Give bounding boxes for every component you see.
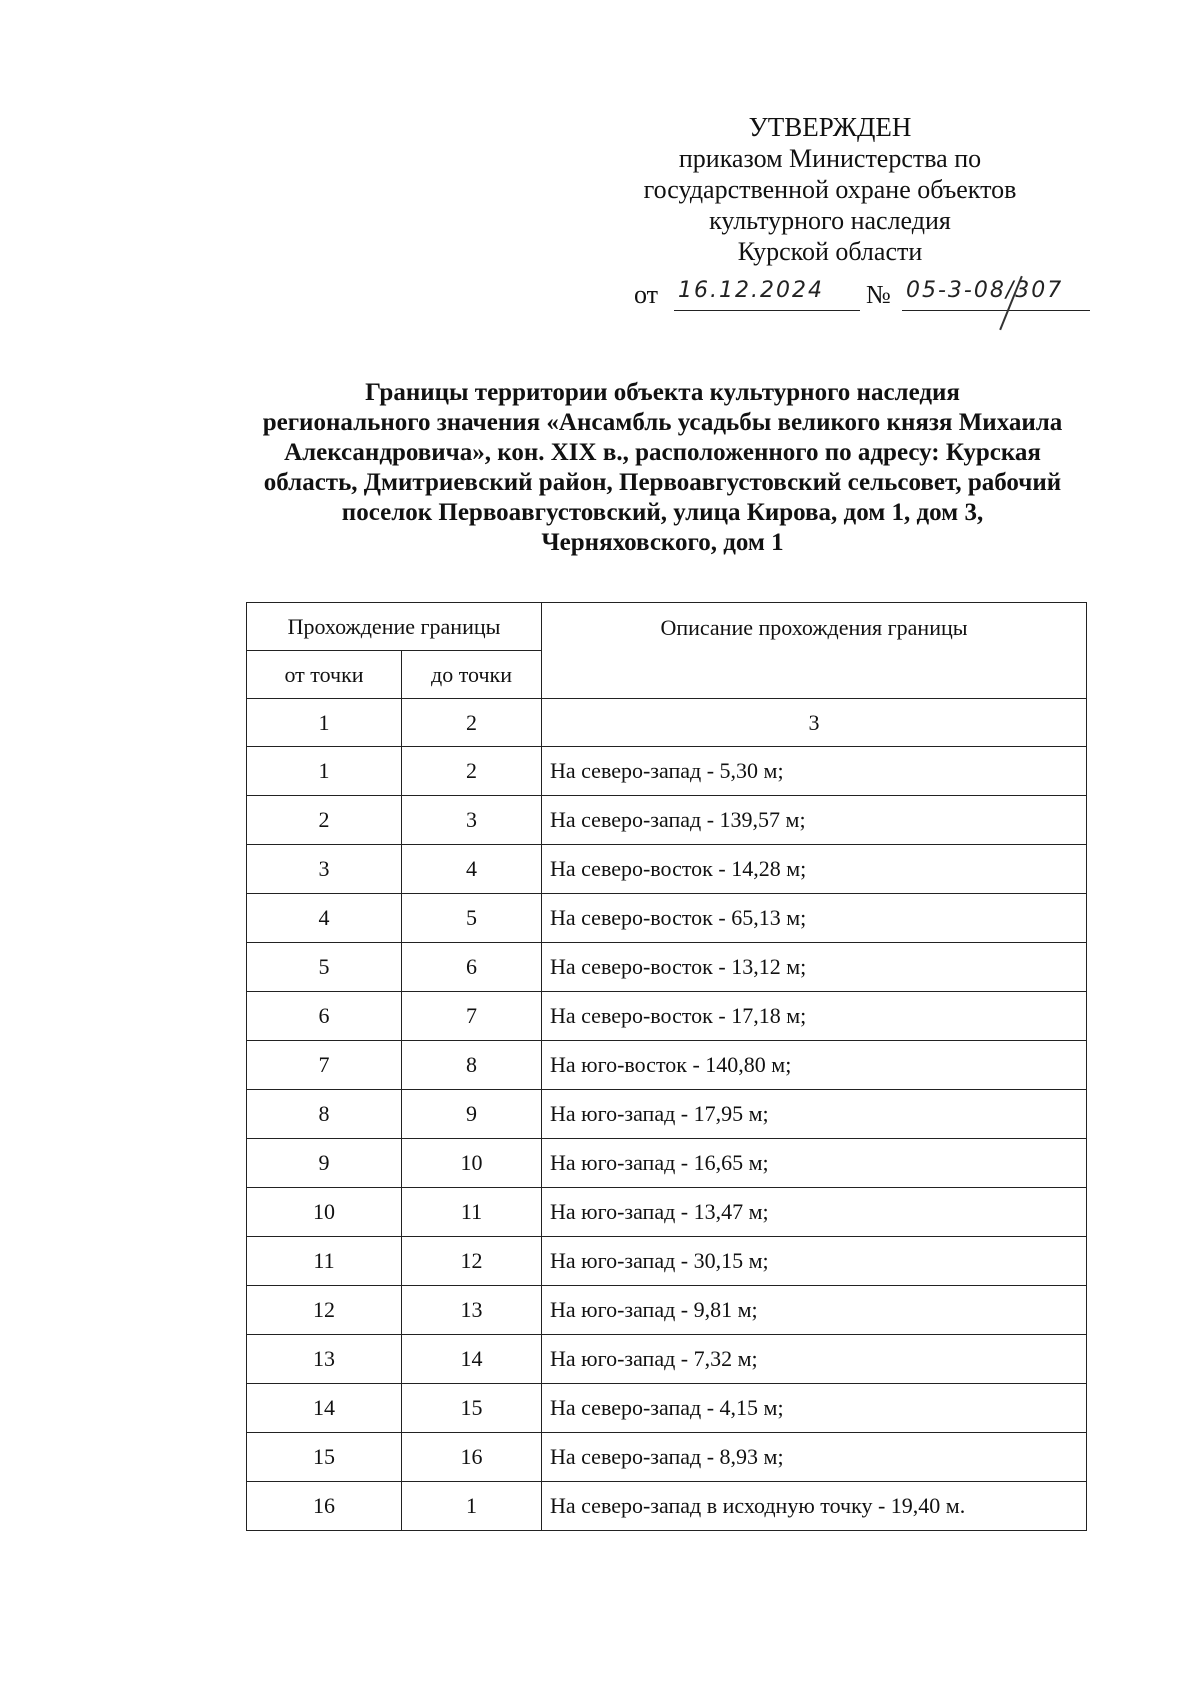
to-point-cell: 14 [402, 1335, 542, 1384]
to-point-cell: 10 [402, 1139, 542, 1188]
to-point-cell: 12 [402, 1237, 542, 1286]
description-cell: На северо-запад - 4,15 м; [542, 1384, 1087, 1433]
table-row [247, 992, 1087, 1041]
table-row [247, 1090, 1087, 1139]
from-point-cell: 14 [247, 1384, 402, 1433]
description-cell: На северо-запад в исходную точку - 19,40 м. [542, 1482, 1087, 1531]
order-date-number [634, 280, 1094, 320]
approved-heading: УТВЕРЖДЕН [748, 112, 912, 142]
description-cell: На северо-восток - 13,12 м; [542, 943, 1087, 992]
from-point-cell: 13 [247, 1335, 402, 1384]
to-point-cell: 9 [402, 1090, 542, 1139]
table-row [247, 845, 1087, 894]
title-line-1: Границы территории объекта культурного наследия [365, 379, 960, 406]
column-number: 3 [542, 699, 1087, 747]
description-cell: На северо-запад - 139,57 м; [542, 796, 1087, 845]
description-cell: На юго-запад - 7,32 м; [542, 1335, 1087, 1384]
number-label: № [866, 280, 891, 309]
title-line-4: область, Дмитриевский район, Первоавгустовский сельсовет, рабочий [263, 469, 1062, 496]
table-row [247, 943, 1087, 992]
from-point-cell: 8 [247, 1090, 402, 1139]
header-from-point: от точки [247, 651, 402, 699]
description-cell: На юго-запад - 9,81 м; [542, 1286, 1087, 1335]
to-point-cell: 16 [402, 1433, 542, 1482]
table-row [247, 1041, 1087, 1090]
to-point-cell: 7 [402, 992, 542, 1041]
to-point-cell: 8 [402, 1041, 542, 1090]
table-row [247, 1433, 1087, 1482]
title-line-5: поселок Первоавгустовский, улица Кирова, дом 1, дом 3, [341, 499, 984, 526]
from-point-cell: 9 [247, 1139, 402, 1188]
to-point-cell: 3 [402, 796, 542, 845]
approval-line-2: государственной охране объектов [643, 175, 1017, 204]
from-point-cell: 10 [247, 1188, 402, 1237]
from-point-cell: 4 [247, 894, 402, 943]
header-to-point: до точки [402, 651, 542, 699]
description-cell: На юго-запад - 17,95 м; [542, 1090, 1087, 1139]
column-number: 2 [402, 699, 542, 747]
approval-line-4: Курской области [737, 237, 923, 266]
to-point-cell: 6 [402, 943, 542, 992]
table-row [247, 1139, 1087, 1188]
from-point-cell: 1 [247, 747, 402, 796]
handwritten-number: 05-3-08/307 [906, 278, 1064, 303]
approval-line-3: культурного наследия [709, 206, 951, 235]
description-cell: На юго-восток - 140,80 м; [542, 1041, 1087, 1090]
approval-line-1: приказом Министерства по [678, 144, 982, 173]
description-cell: На северо-восток - 14,28 м; [542, 845, 1087, 894]
from-point-cell: 15 [247, 1433, 402, 1482]
header-passage: Прохождение границы [247, 603, 542, 651]
description-cell: На северо-запад - 5,30 м; [542, 747, 1087, 796]
table-row [247, 894, 1087, 943]
table-row [247, 796, 1087, 845]
to-point-cell: 1 [402, 1482, 542, 1531]
description-cell: На юго-запад - 13,47 м; [542, 1188, 1087, 1237]
date-underline [674, 310, 860, 311]
from-point-cell: 7 [247, 1041, 402, 1090]
approval-stamp [590, 112, 1070, 267]
description-cell: На северо-восток - 17,18 м; [542, 992, 1087, 1041]
from-point-cell: 11 [247, 1237, 402, 1286]
to-point-cell: 2 [402, 747, 542, 796]
to-point-cell: 15 [402, 1384, 542, 1433]
to-point-cell: 5 [402, 894, 542, 943]
column-number: 1 [247, 699, 402, 747]
table-row [247, 1384, 1087, 1433]
to-point-cell: 13 [402, 1286, 542, 1335]
to-point-cell: 11 [402, 1188, 542, 1237]
table-row [247, 1237, 1087, 1286]
to-point-cell: 4 [402, 845, 542, 894]
from-point-cell: 5 [247, 943, 402, 992]
description-cell: На юго-запад - 30,15 м; [542, 1237, 1087, 1286]
title-line-2: регионального значения «Ансамбль усадьбы великого князя Михаила [262, 409, 1063, 436]
table-row [247, 1482, 1087, 1531]
from-point-cell: 3 [247, 845, 402, 894]
table-row [247, 1286, 1087, 1335]
description-cell: На северо-восток - 65,13 м; [542, 894, 1087, 943]
description-cell: На северо-запад - 8,93 м; [542, 1433, 1087, 1482]
from-label: от [634, 280, 659, 309]
from-point-cell: 12 [247, 1286, 402, 1335]
description-cell: На юго-запад - 16,65 м; [542, 1139, 1087, 1188]
title-line-3: Александровича», кон. XIX в., расположенного по адресу: Курская [284, 439, 1041, 466]
from-point-cell: 2 [247, 796, 402, 845]
handwritten-date: 16.12.2024 [678, 278, 824, 303]
table-row [247, 1188, 1087, 1237]
table-row [247, 747, 1087, 796]
from-point-cell: 16 [247, 1482, 402, 1531]
header-description: Описание прохождения границы [542, 603, 1087, 699]
column-numbers-row [247, 699, 1087, 747]
boundary-table [246, 602, 1087, 1531]
number-underline [902, 310, 1090, 311]
table-row [247, 1335, 1087, 1384]
document-title [200, 378, 1125, 558]
title-line-6: Черняховского, дом 1 [541, 529, 784, 556]
from-point-cell: 6 [247, 992, 402, 1041]
